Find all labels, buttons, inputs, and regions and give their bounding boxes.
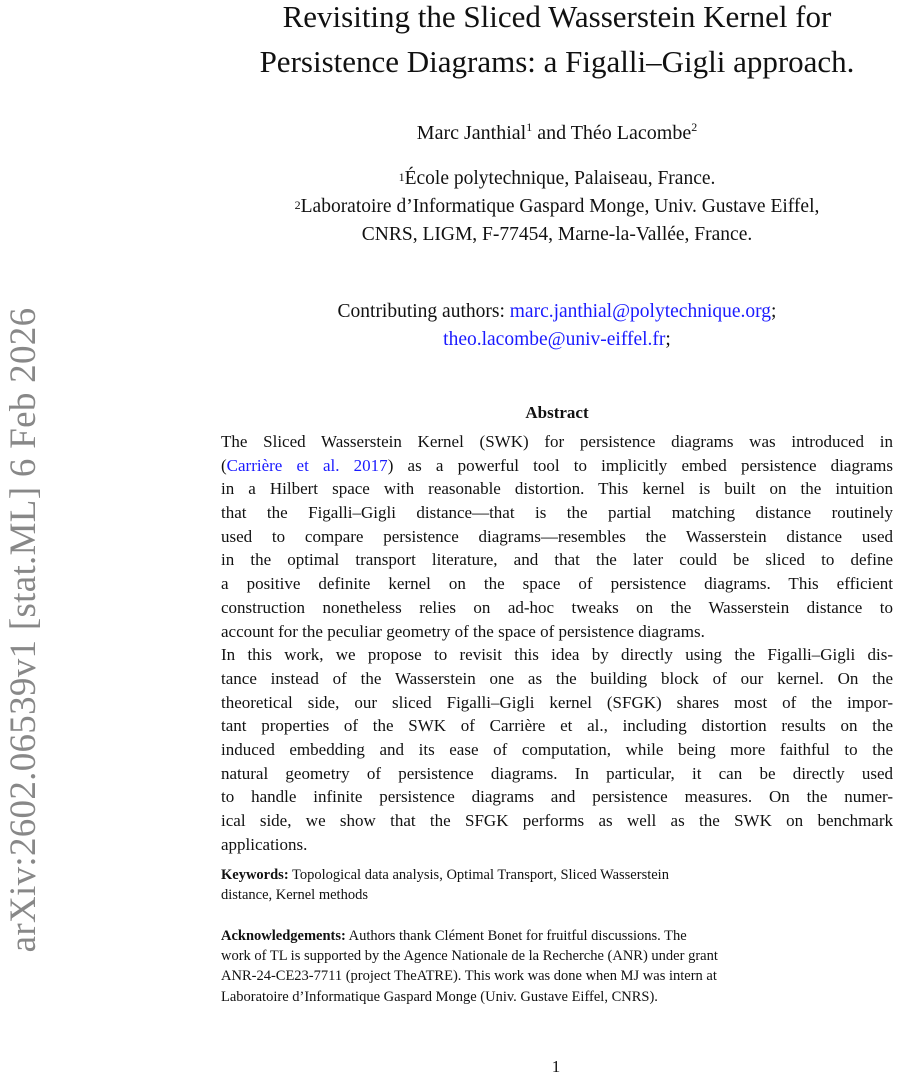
affiliation: $^1$École polytechnique, Palaiseau, France.	[398, 168, 716, 189]
author-separator: and	[532, 122, 571, 144]
abstract-line: tance instead of the Wasserstein one as the building block of our kernel. On the	[221, 668, 893, 688]
author-name: Marc Janthial	[416, 122, 527, 144]
abstract-line: (Carrière et al. 2017) as a powerful tool to implicitly embed persistence diagrams	[221, 455, 893, 475]
title-line: Revisiting the Sliced Wasserstein Kernel for	[282, 0, 832, 34]
acknowledgements: Acknowledgements: Authors thank Clément Bonet for fruitful discussions. The work of TL is supported by the Agence Nationale de la Recherche (ANR) under grant ANR-24-CE23-7711 (project TheATRE). This work was done when MJ was intern at Laboratoire d’Informatique Gaspard Monge (Univ. Gustave Eiffel, CNRS).	[221, 928, 718, 1005]
contributing-authors: Contributing authors: marc.janthial@polytechnique.org; theo.lacombe@univ-eiffel.fr;	[337, 301, 777, 350]
abstract-line: tant properties of the SWK of Carrière et al., including distortion results on the	[221, 716, 893, 736]
abstract-line: induced embedding and its ease of computation, while being more faithful to the	[221, 739, 893, 759]
title-line: Persistence Diagrams: a Figalli–Gigli approach.	[259, 44, 855, 79]
keywords: Keywords: Topological data analysis, Optimal Transport, Sliced Wasserstein distance, Kernel methods	[221, 867, 669, 904]
abstract-line: natural geometry of persistence diagrams. In particular, it can be directly used	[221, 763, 893, 783]
page-number: 1	[551, 1057, 561, 1076]
affiliation-marker: 2	[691, 120, 698, 134]
abstract-body	[221, 430, 893, 856]
abstract-line: theoretical side, our sliced Figalli–Gigli kernel (SFGK) shares most of the impor-	[221, 692, 893, 712]
abstract-line: The Sliced Wasserstein Kernel (SWK) for persistence diagrams was introduced in	[221, 432, 893, 451]
abstract-line: that the Figalli–Gigli distance—that is the partial matching distance routinely	[221, 503, 893, 523]
abstract-line: In this work, we propose to revisit this idea by directly using the Figalli–Gigli dis-	[221, 645, 893, 665]
affiliation: $^2$Laboratoire d’Informatique Gaspard Monge, Univ. Gustave Eiffel,	[294, 196, 820, 217]
abstract-heading: Abstract	[525, 403, 589, 422]
abstract-line: used to compare persistence diagrams—resembles the Wasserstein distance used	[221, 526, 893, 546]
abstract-line: account for the peculiar geometry of the space of persistence diagrams.	[221, 621, 705, 641]
abstract-line: a positive definite kernel on the space of persistence diagrams. This efficient	[221, 574, 893, 594]
email-link[interactable]: theo.lacombe@univ-eiffel.fr	[443, 329, 666, 350]
email-link[interactable]: marc.janthial@polytechnique.org	[509, 301, 772, 322]
affiliation: CNRS, LIGM, F-77454, Marne-la-Vallée, France.	[361, 224, 753, 245]
abstract-line: construction nonetheless relies on ad-hoc tweaks on the Wasserstein distance to	[221, 597, 893, 617]
abstract-line: ical side, we show that the SFGK performs as well as the SWK on benchmark	[221, 811, 893, 830]
affiliation-marker: 1	[526, 120, 533, 134]
abstract-line: in the optimal transport literature, and that the later could be sliced to define	[221, 550, 893, 570]
citation-link[interactable]: Carrière et al. 2017	[226, 455, 388, 475]
abstract-line: in a Hilbert space with reasonable distortion. This kernel is built on the intuition	[221, 479, 893, 499]
abstract-line: to handle infinite persistence diagrams and persistence measures. On the numer-	[221, 787, 893, 807]
authors	[221, 122, 893, 145]
affiliations	[215, 165, 898, 249]
abstract-line: applications.	[221, 834, 308, 854]
acknowledgements-label: Acknowledgements:	[221, 928, 346, 944]
author-name: Théo Lacombe	[570, 122, 692, 144]
arxiv-identifier-sidebar: arXiv:2602.06539v1 [stat.ML] 6 Feb 2026	[3, 307, 44, 953]
paper-title	[221, 0, 893, 84]
keywords-label: Keywords:	[221, 867, 289, 883]
